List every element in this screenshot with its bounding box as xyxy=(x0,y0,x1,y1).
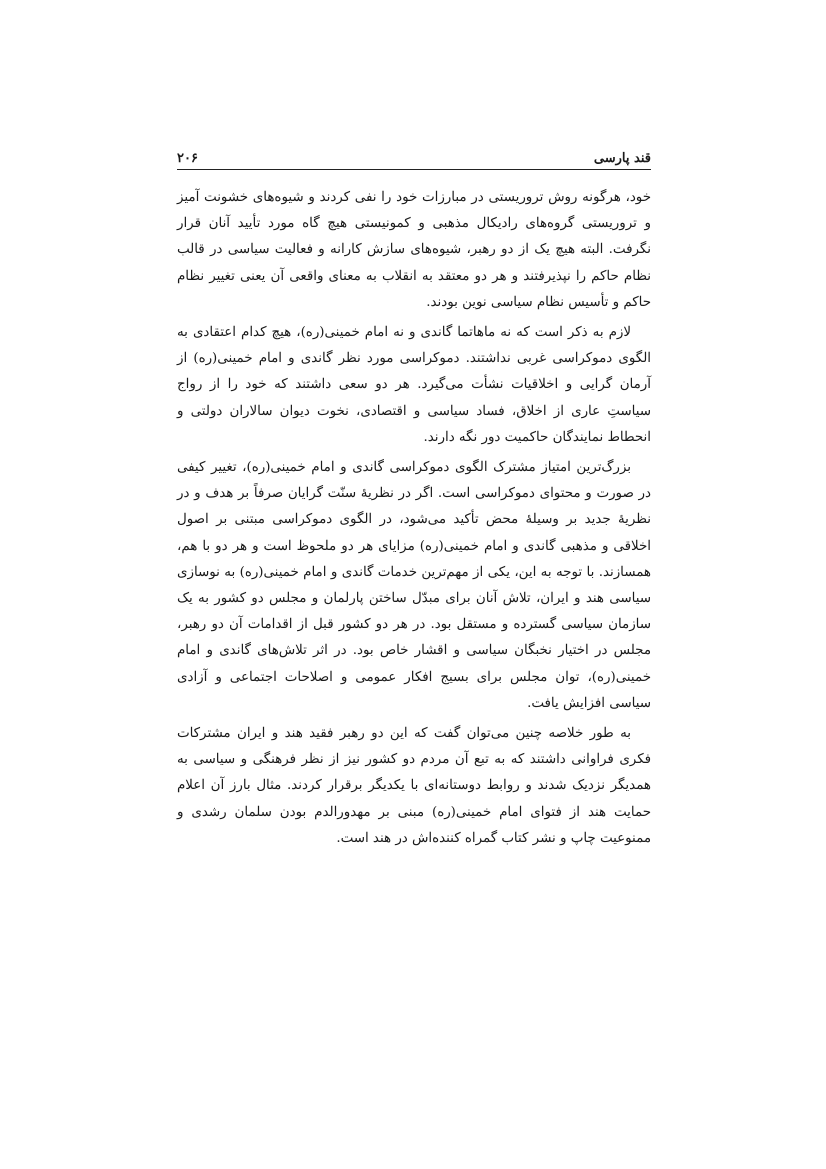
paragraph-3: بزرگ‌ترین امتیاز مشترک الگوی دموکراسی گاندی و امام خمینی(ره)، تغییر کیفی در صورت و محتوای دموکراسی است. اگر در نظریۀ سنّت گرایان صرفاً بر هدف و در نظریۀ جدید بر وسیلۀ محض تأکید می‌شود، در الگوی دموکراسی مبتنی بر اصول اخلاقی و مذهبی گاندی و امام خمینی(ره) مزایای هر دو ملحوظ است و هر دو با هم، همسازند. با توجه به این، یکی از مهم‌ترین خدمات گاندی و امام خمینی(ره) به نوسازی سیاسی هند و ایران، تلاش آنان برای مبدّل ساختن پارلمان و مجلس دو کشور به یک سازمان سیاسی گسترده و مستقل بود. در هر دو کشور قبل از اقدامات آن دو رهبر، مجلس در اختیار نخبگان سیاسی و اقشار خاص بود. در اثر تلاش‌های گاندی و امام خمینی(ره)، توان مجلس برای بسیج افکار عمومی و اصلاحات اجتماعی و آزادی سیاسی افزایش یافت. xyxy=(177,460,651,711)
page-body xyxy=(177,185,651,852)
paragraph-4: به طور خلاصه چنین می‌توان گفت که این دو رهبر فقید هند و ایران مشترکات فکری فراوانی داشتند که به تبع آن مردم دو کشور نیز از نظر فرهنگی و سیاسی به همدیگر نزدیک شدند و روابط دوستانه‌ای با یکدیگر برقرار کردند. مثال بارز آن اعلام حمایت هند از فتوای امام خمینی(ره) مبنی بر مهدورالدم بودن سلمان رشدی و ممنوعیت چاپ و نشر کتاب گمراه کننده‌اش در هند است. xyxy=(177,726,651,846)
page-number: ۲۰۶ xyxy=(177,151,198,166)
paragraph-1: خود، هرگونه روش تروریستی در مبارزات خود را نفی کردند و شیوه‌های خشونت آمیز و تروریستی گروه‌های رادیکال مذهبی و کمونیستی هیچ گاه مورد تأیید آنان قرار نگرفت. البته هیچ یک از دو رهبر، شیوه‌های سازش کارانه و فعالیت سیاسی در قالب نظام حاکم را نپذیرفتند و هر دو معتقد به انقلاب به معنای واقعی آن یعنی تغییر نظام حاکم و تأسیس نظام سیاسی نوین بودند. xyxy=(177,190,651,310)
page-header xyxy=(177,146,651,170)
paragraph-2: لازم به ذکر است که نه ماهاتما گاندی و نه امام خمینی(ره)، هیچ کدام اعتقادی به الگوی دموکراسی غربی نداشتند. دموکراسی مورد نظر گاندی و امام خمینی(ره) از آرمان گرایی و اخلاقیات نشأت می‌گیرد. هر دو سعی داشتند که خود را از رواج سیاستِ عاری از اخلاق، فساد سیاسی و اقتصادی، نخوت دیوان سالاران دولتی و انحطاط نمایندگان حاکمیت دور نگه دارند. xyxy=(177,325,651,445)
running-title: قند پارسی xyxy=(593,151,651,166)
